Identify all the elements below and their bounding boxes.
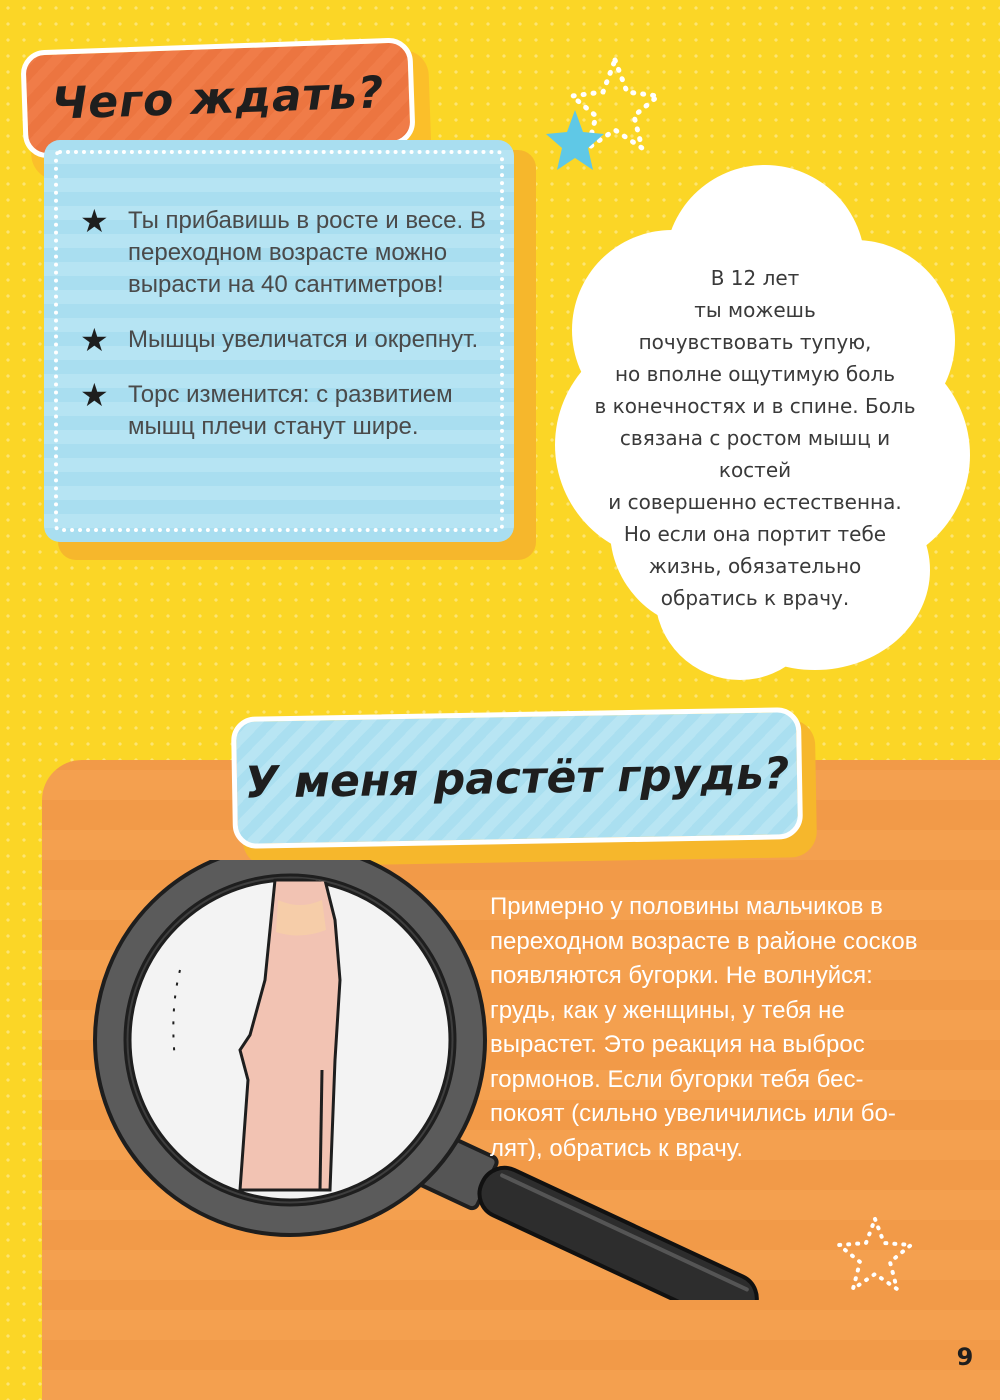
- cloud-callout-text: В 12 лет ты можешь почувствовать тупую, но вполне ощутимую боль в конечностях и в спине. Боль связана с ростом мышц и костей и совершенно естественна. Но если она портит тебе жизнь, обязательно обратись к врачу.: [594, 266, 916, 610]
- star-bullet-icon: ★: [80, 377, 109, 413]
- star-cluster-icon: [530, 52, 660, 192]
- star-bullet-icon: ★: [80, 203, 109, 239]
- list-item: [80, 324, 490, 356]
- chest-body-text: Примерно у половины мальчиков в переходном возрасте в районе сосков появляются бугорки. Не волнуйся: грудь, как у женщины, у тебя не вырастет. Это реакция на выброс гормонов. Если бугорки тебя беспокоят (сильно увеличились или болят), обратись к врачу.: [490, 893, 918, 1162]
- list-item-text: Торс изменится: с развитием мышц плечи станут шире.: [128, 381, 453, 440]
- list-item-text: Ты прибавишь в росте и весе. В переходном возрасте можно вырасти на 40 сантиметров!: [128, 207, 486, 298]
- star-bullet-icon: ★: [80, 322, 109, 358]
- dotted-star-icon: [835, 1215, 915, 1295]
- section-heading-chest: У меня растёт грудь?: [244, 747, 790, 809]
- page-number: 9: [956, 1343, 974, 1371]
- section-heading-what-to-expect: Чего ждать?: [50, 66, 386, 130]
- list-item: [80, 379, 490, 443]
- expectation-list: [80, 205, 490, 466]
- list-item: [80, 205, 490, 301]
- list-item-text: Мышцы увеличатся и окрепнут.: [128, 326, 479, 353]
